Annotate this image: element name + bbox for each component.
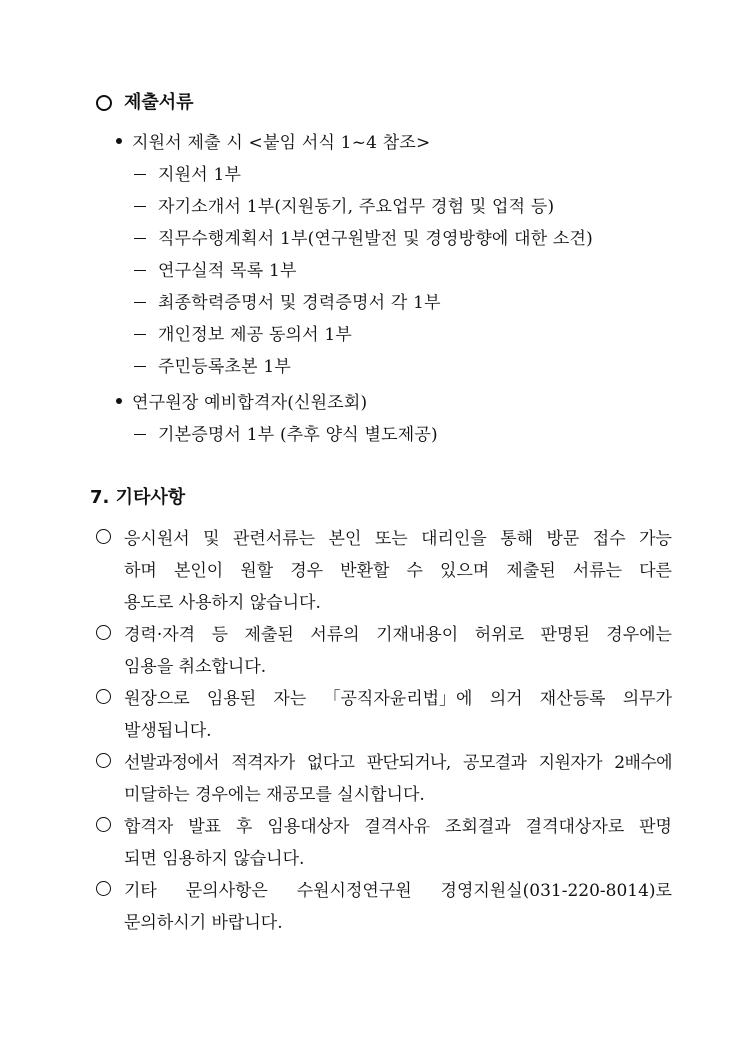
notice-line [124,588,672,613]
notice-word: 임용대상자 [267,817,350,837]
dash-item [134,320,352,345]
dash-icon [134,334,146,336]
notice-word: 서류의 [310,625,360,645]
notice-word: 재산등록 [539,689,606,709]
dash-text: 개인정보 제공 동의서 1부 [158,325,353,345]
dash-item [134,352,291,377]
notice-word: 및 [203,529,220,549]
notice-word: 방문 [546,529,580,549]
bullet-item-application [116,128,430,153]
circle-marker-icon [96,689,111,704]
notice-word: 하며 [124,561,157,581]
bullet-text: 지원서 제출 시 <붙임 서식 1~4 참조> [132,133,431,153]
notice-line [124,908,672,933]
notice-word: 통해 [500,529,534,549]
dash-item [134,224,593,249]
notice-line [124,620,672,645]
notice-word: 「공직자윤리법」에 [323,689,473,709]
notice-line [124,556,672,581]
notice-word: 제출된 [244,625,294,645]
notice-word: 임용된 [206,689,257,709]
dash-icon [134,206,146,208]
notice-word: 공모결과 [463,753,527,773]
notice-line [124,780,672,805]
circle-marker-icon [96,753,111,768]
dash-item [134,420,438,445]
notice-word: 결격대상자로 [525,817,625,837]
notice-word: 경우 [290,561,324,581]
dash-icon [134,270,146,272]
circle-marker-icon [96,881,111,896]
dash-text: 직무수행계획서 1부(연구원발전 및 경영방향에 대한 소견) [158,229,594,249]
notice-word: 결격사유 [364,817,431,837]
notice-word: 경영지원실(031-220-8014)로 [440,881,672,901]
notice-word: 수 [406,561,423,581]
notice-word: 원장으로 [124,689,190,709]
notice-line [124,652,672,677]
notice-word: 의거 [489,689,523,709]
dash-item [134,192,554,217]
dash-item [134,288,441,313]
dash-text: 자기소개서 1부(지원동기, 주요업무 경험 및 업적 등) [158,197,555,217]
dash-text: 연구실적 목록 1부 [158,261,297,281]
bullet-dot-icon [116,398,122,404]
notice-word: 자는 [273,689,307,709]
dash-icon [134,238,146,240]
notice-text: 문의하시기 바랍니다. [124,913,283,933]
notice-word: 본인이 [173,561,224,581]
notice-word: 경우에는 [606,625,672,645]
dash-icon [134,366,146,368]
dash-text: 지원서 1부 [158,165,242,185]
notice-word: 본인 [328,529,362,549]
notice-word: 기재내용이 [376,625,459,645]
bullet-item-candidate [116,388,367,413]
notice-word: 지원자가 [538,753,602,773]
bullet-dot-icon [116,138,122,144]
notice-word: 수원시정연구원 [296,881,412,901]
notice-word: 적격자가 [231,753,295,773]
notice-text: 미달하는 경우에는 재공모를 실시합니다. [124,785,425,805]
notice-word: 판명 [639,817,672,837]
section-heading-submission [96,88,194,114]
notice-line [124,812,672,837]
circle-marker-icon [96,625,111,640]
notice-word: 응시원서 [124,529,190,549]
notice-word: 경력·자격 [124,625,196,645]
bullet-text: 연구원장 예비합격자(신원조회) [132,393,368,413]
notice-word: 문의사항은 [185,881,268,901]
dash-text: 최종학력증명서 및 경력증명서 각 1부 [158,293,441,313]
notice-word: 대리인을 [421,529,487,549]
notice-text: 임용을 취소합니다. [124,657,267,677]
dash-text: 주민등록초본 1부 [158,357,291,377]
notice-line [124,684,672,709]
circle-marker-icon [96,529,111,544]
notice-word: 서류는 [572,561,623,581]
section-heading-other: 7. 기타사항 [90,487,186,508]
notice-word: 관련서류는 [232,529,316,549]
dash-item [134,256,297,281]
notice-word: 반환할 [340,561,390,581]
notice-text: 되면 임용하지 않습니다. [124,849,305,869]
notice-word: 등 [211,625,229,645]
circle-marker-icon [96,817,111,832]
notice-text: 발생됩니다. [124,721,212,741]
dash-icon [134,302,146,304]
notice-word: 의무가 [622,689,672,709]
notice-word: 합격자 [124,817,174,837]
notice-line [124,748,672,773]
notice-word: 제출된 [506,561,556,581]
notice-line [124,844,672,869]
dash-icon [134,174,146,176]
notice-word: 조회결과 [445,817,511,837]
notice-line [124,876,672,901]
notice-word: 원할 [240,561,274,581]
notice-word: 판명된 [540,625,590,645]
dash-text: 기본증명서 1부 (추후 양식 별도제공) [158,425,438,445]
notice-line [124,524,672,549]
notice-word: 있으며 [440,561,490,581]
notice-word: 기타 [124,881,157,901]
dash-icon [134,434,146,436]
notice-word: 후 [235,817,253,837]
notice-word: 가능 [639,529,672,549]
notice-word: 2배수에 [614,753,672,773]
notice-word: 접수 [592,529,626,549]
notice-word: 다른 [639,561,672,581]
notice-line [124,716,672,741]
notice-word: 발표 [188,817,222,837]
circle-marker-icon [96,95,112,111]
notice-word: 판단되거나, [366,753,451,773]
notice-word: 없다고 [306,753,355,773]
notice-text: 용도로 사용하지 않습니다. [124,593,321,613]
dash-item [134,160,241,185]
notice-word: 또는 [374,529,408,549]
section-heading-text: 제출서류 [124,92,194,113]
notice-word: 선발과정에서 [124,753,219,773]
notice-word: 허위로 [474,625,524,645]
